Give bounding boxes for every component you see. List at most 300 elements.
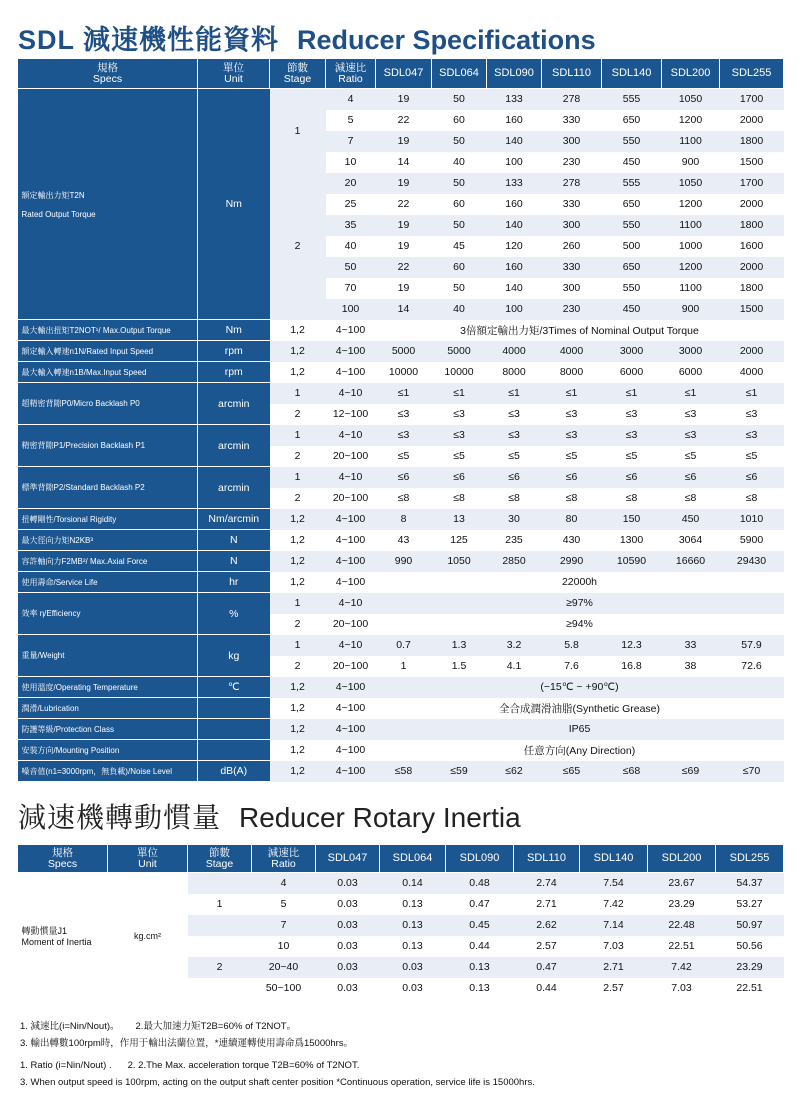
row-unit: arcmin xyxy=(198,425,270,467)
row-label: 最大徑向力矩N2KB³ xyxy=(18,530,198,551)
value-cell: 19 xyxy=(376,173,432,194)
value-cell: 19 xyxy=(376,236,432,257)
value-cell: 2.71 xyxy=(580,957,648,978)
table-row xyxy=(18,873,784,894)
stage-cell: 2 xyxy=(270,446,326,467)
ratio-cell: 4~10 xyxy=(326,425,376,446)
ratio-cell: 4~100 xyxy=(326,698,376,719)
table-row xyxy=(18,341,784,362)
value-cell: 125 xyxy=(432,530,487,551)
stage-cell xyxy=(188,873,252,894)
value-cell: ≤5 xyxy=(720,446,784,467)
value-cell: 1100 xyxy=(662,278,720,299)
hdr-model: SDL255 xyxy=(720,59,784,89)
value-cell: 2000 xyxy=(720,257,784,278)
span-value-cell: ≥94% xyxy=(376,614,784,635)
stage-cell: 1,2 xyxy=(270,698,326,719)
value-cell: 1800 xyxy=(720,131,784,152)
ratio-cell: 50 xyxy=(326,257,376,278)
row-unit: N xyxy=(198,530,270,551)
stage-cell: 1,2 xyxy=(270,761,326,782)
value-cell: 300 xyxy=(542,131,602,152)
stage-cell: 2 xyxy=(270,656,326,677)
value-cell: ≤70 xyxy=(720,761,784,782)
stage-cell xyxy=(188,978,252,999)
value-cell: ≤8 xyxy=(376,488,432,509)
value-cell: 23.29 xyxy=(716,957,784,978)
value-cell: 0.44 xyxy=(514,978,580,999)
value-cell: ≤1 xyxy=(602,383,662,404)
value-cell: ≤1 xyxy=(432,383,487,404)
value-cell: ≤8 xyxy=(542,488,602,509)
value-cell: 22.51 xyxy=(716,978,784,999)
value-cell: ≤3 xyxy=(602,425,662,446)
value-cell: 6000 xyxy=(602,362,662,383)
value-cell: 7.54 xyxy=(580,873,648,894)
value-cell: 550 xyxy=(602,131,662,152)
row-label: 容許軸向力F2MB²/ Max.Axial Force xyxy=(18,551,198,572)
ratio-cell: 7 xyxy=(252,915,316,936)
value-cell: 550 xyxy=(602,278,662,299)
ratio-cell: 20~40 xyxy=(252,957,316,978)
spec-body xyxy=(18,89,784,782)
stage-cell: 1 xyxy=(270,467,326,488)
value-cell: 3000 xyxy=(662,341,720,362)
table-row xyxy=(18,362,784,383)
value-cell: 1700 xyxy=(720,173,784,194)
stage-cell: 1 xyxy=(270,593,326,614)
table-row xyxy=(18,719,784,740)
value-cell: 650 xyxy=(602,194,662,215)
value-cell: ≤6 xyxy=(662,467,720,488)
value-cell: 1300 xyxy=(602,530,662,551)
value-cell: 100 xyxy=(487,152,542,173)
value-cell: 1800 xyxy=(720,278,784,299)
row-unit xyxy=(198,698,270,719)
hdr-model: SDL110 xyxy=(542,59,602,89)
value-cell: 22 xyxy=(376,194,432,215)
ratio-cell: 35 xyxy=(326,215,376,236)
value-cell: 160 xyxy=(487,257,542,278)
value-cell: 6000 xyxy=(662,362,720,383)
ratio-cell: 4~100 xyxy=(326,341,376,362)
note-en-1 xyxy=(20,1060,375,1071)
value-cell: ≤3 xyxy=(542,425,602,446)
value-cell: 19 xyxy=(376,215,432,236)
ratio-cell: 5 xyxy=(252,894,316,915)
value-cell: ≤5 xyxy=(432,446,487,467)
table-row xyxy=(18,572,784,593)
table-row xyxy=(18,530,784,551)
span-value-cell: 任意方向(Any Direction) xyxy=(376,740,784,761)
value-cell: 100 xyxy=(487,299,542,320)
value-cell: 5000 xyxy=(376,341,432,362)
ratio-cell: 4 xyxy=(326,89,376,110)
value-cell: ≤3 xyxy=(376,425,432,446)
stage-cell: 1 xyxy=(270,425,326,446)
hdr-stage: 節數 Stage xyxy=(270,59,326,89)
stage-cell xyxy=(188,936,252,957)
value-cell: 150 xyxy=(602,509,662,530)
ratio-cell: 4~100 xyxy=(326,530,376,551)
row-unit xyxy=(198,740,270,761)
hdr-unit: 單位 Unit xyxy=(198,59,270,89)
value-cell: 2000 xyxy=(720,194,784,215)
value-cell: 2.74 xyxy=(514,873,580,894)
value-cell: 278 xyxy=(542,89,602,110)
value-cell: 1500 xyxy=(720,152,784,173)
value-cell: ≤5 xyxy=(487,446,542,467)
value-cell: 1700 xyxy=(720,89,784,110)
stage-cell: 1,2 xyxy=(270,572,326,593)
value-cell: ≤1 xyxy=(542,383,602,404)
value-cell: 50 xyxy=(432,278,487,299)
value-cell: ≤1 xyxy=(376,383,432,404)
value-cell: 2000 xyxy=(720,341,784,362)
value-cell: 555 xyxy=(602,89,662,110)
value-cell: 22 xyxy=(376,110,432,131)
value-cell: 5.8 xyxy=(542,635,602,656)
value-cell: 160 xyxy=(487,194,542,215)
value-cell: 0.13 xyxy=(446,957,514,978)
table-row xyxy=(18,383,784,404)
value-cell: 1000 xyxy=(662,236,720,257)
inertia-table xyxy=(17,844,784,999)
value-cell: 14 xyxy=(376,152,432,173)
hdr-unit: 單位 Unit xyxy=(108,845,188,873)
value-cell: 19 xyxy=(376,89,432,110)
stage-cell: 1,2 xyxy=(270,677,326,698)
value-cell: ≤1 xyxy=(720,383,784,404)
value-cell: ≤59 xyxy=(432,761,487,782)
ratio-cell: 20 xyxy=(326,173,376,194)
value-cell: 50 xyxy=(432,131,487,152)
table-row xyxy=(18,551,784,572)
inertia-header xyxy=(18,845,784,873)
value-cell: 1100 xyxy=(662,215,720,236)
value-cell: 300 xyxy=(542,215,602,236)
value-cell: 10590 xyxy=(602,551,662,572)
note-text: 1. Ratio (i=Nin/Nout) . xyxy=(20,1060,112,1071)
value-cell: ≤6 xyxy=(542,467,602,488)
value-cell: ≤62 xyxy=(487,761,542,782)
value-cell: 0.13 xyxy=(380,915,446,936)
stage-cell: 1,2 xyxy=(270,551,326,572)
stage-cell: 1 xyxy=(270,89,326,173)
table-row xyxy=(18,89,784,110)
row-label: 扭轉剛性/Torsional Rigidity xyxy=(18,509,198,530)
ratio-cell: 20~100 xyxy=(326,656,376,677)
stage-cell xyxy=(188,915,252,936)
hdr-model: SDL110 xyxy=(514,845,580,873)
hdr-specs: 規格 Specs xyxy=(18,845,108,873)
ratio-cell: 4~100 xyxy=(326,761,376,782)
row-label: 最大輸入轉速n1B/Max.Input Speed xyxy=(18,362,198,383)
note-text: 2.最大加速力矩T2B=60% of T2NOT。 xyxy=(135,1021,297,1032)
value-cell: 1200 xyxy=(662,194,720,215)
value-cell: ≤5 xyxy=(662,446,720,467)
hdr-ratio: 減速比 Ratio xyxy=(252,845,316,873)
value-cell: 16660 xyxy=(662,551,720,572)
ratio-cell: 25 xyxy=(326,194,376,215)
ratio-cell: 12~100 xyxy=(326,404,376,425)
table-row xyxy=(18,467,784,488)
hdr-model: SDL090 xyxy=(446,845,514,873)
value-cell: 10000 xyxy=(432,362,487,383)
value-cell: 38 xyxy=(662,656,720,677)
value-cell: 650 xyxy=(602,110,662,131)
value-cell: 1100 xyxy=(662,131,720,152)
hdr-model: SDL255 xyxy=(716,845,784,873)
value-cell: 8000 xyxy=(542,362,602,383)
stage-cell: 1 xyxy=(270,383,326,404)
inertia-body xyxy=(18,873,784,999)
value-cell: 22.48 xyxy=(648,915,716,936)
value-cell: ≤3 xyxy=(662,404,720,425)
row-label: 重量/Weight xyxy=(18,635,198,677)
stage-cell: 2 xyxy=(270,614,326,635)
row-label: 使用壽命/Service Life xyxy=(18,572,198,593)
value-cell: 650 xyxy=(602,257,662,278)
ratio-cell: 20~100 xyxy=(326,488,376,509)
value-cell: ≤5 xyxy=(602,446,662,467)
note-text: 1. 減速比(i=Nin/Nout)。 xyxy=(20,1021,120,1032)
inertia-title xyxy=(18,796,521,836)
ratio-cell: 4 xyxy=(252,873,316,894)
row-label: 額定輸出力矩T2N Rated Output Torque xyxy=(18,89,198,320)
value-cell: 0.03 xyxy=(316,957,380,978)
value-cell: 1200 xyxy=(662,257,720,278)
title-en: Reducer Specifications xyxy=(297,25,596,55)
hdr-model: SDL140 xyxy=(602,59,662,89)
value-cell: 23.29 xyxy=(648,894,716,915)
value-cell: 43 xyxy=(376,530,432,551)
value-cell: 260 xyxy=(542,236,602,257)
note-zh-1 xyxy=(20,1018,312,1032)
ratio-cell: 4~10 xyxy=(326,593,376,614)
value-cell: 1.5 xyxy=(432,656,487,677)
value-cell: 500 xyxy=(602,236,662,257)
value-cell: ≤1 xyxy=(487,383,542,404)
hdr-model: SDL090 xyxy=(487,59,542,89)
value-cell: 50 xyxy=(432,173,487,194)
hdr-stage: 節數 Stage xyxy=(188,845,252,873)
row-label: 效率 η/Efficiency xyxy=(18,593,198,635)
hdr-model: SDL047 xyxy=(316,845,380,873)
value-cell: 8 xyxy=(376,509,432,530)
value-cell: ≤3 xyxy=(376,404,432,425)
value-cell: 3.2 xyxy=(487,635,542,656)
value-cell: 1010 xyxy=(720,509,784,530)
row-unit: arcmin xyxy=(198,383,270,425)
value-cell: 1600 xyxy=(720,236,784,257)
value-cell: 2990 xyxy=(542,551,602,572)
value-cell: 8000 xyxy=(487,362,542,383)
stage-cell: 2 xyxy=(270,488,326,509)
spec-header xyxy=(18,59,784,89)
stage-cell: 1,2 xyxy=(270,362,326,383)
value-cell: ≤58 xyxy=(376,761,432,782)
table-row xyxy=(18,593,784,614)
value-cell: 230 xyxy=(542,152,602,173)
value-cell: 550 xyxy=(602,215,662,236)
value-cell: 4.1 xyxy=(487,656,542,677)
value-cell: 7.42 xyxy=(580,894,648,915)
stage-cell: 1,2 xyxy=(270,341,326,362)
value-cell: 22.51 xyxy=(648,936,716,957)
value-cell: ≤8 xyxy=(720,488,784,509)
value-cell: 3000 xyxy=(602,341,662,362)
value-cell: ≤5 xyxy=(376,446,432,467)
row-label: 標準背隙P2/Standard Backlash P2 xyxy=(18,467,198,509)
span-value-cell: (−15℃ ~ +90℃) xyxy=(376,677,784,698)
value-cell: 450 xyxy=(602,152,662,173)
value-cell: 133 xyxy=(487,89,542,110)
value-cell: 330 xyxy=(542,194,602,215)
value-cell: 0.47 xyxy=(446,894,514,915)
value-cell: 1050 xyxy=(432,551,487,572)
row-unit: ℃ xyxy=(198,677,270,698)
value-cell: 2.71 xyxy=(514,894,580,915)
value-cell: 45 xyxy=(432,236,487,257)
value-cell: 0.14 xyxy=(380,873,446,894)
value-cell: 330 xyxy=(542,110,602,131)
value-cell: 23.67 xyxy=(648,873,716,894)
table-row xyxy=(18,509,784,530)
value-cell: 5000 xyxy=(432,341,487,362)
value-cell: ≤5 xyxy=(542,446,602,467)
value-cell: 4000 xyxy=(720,362,784,383)
hdr-model: SDL140 xyxy=(580,845,648,873)
value-cell: 900 xyxy=(662,299,720,320)
stage-cell: 1 xyxy=(270,635,326,656)
hdr-model: SDL064 xyxy=(432,59,487,89)
value-cell: 5900 xyxy=(720,530,784,551)
ratio-cell: 4~10 xyxy=(326,383,376,404)
value-cell: 16.8 xyxy=(602,656,662,677)
value-cell: 1200 xyxy=(662,110,720,131)
row-unit: % xyxy=(198,593,270,635)
ratio-cell: 10 xyxy=(252,936,316,957)
value-cell: 0.44 xyxy=(446,936,514,957)
row-unit: rpm xyxy=(198,362,270,383)
value-cell: 900 xyxy=(662,152,720,173)
ratio-cell: 4~100 xyxy=(326,572,376,593)
value-cell: ≤68 xyxy=(602,761,662,782)
value-cell: ≤6 xyxy=(432,467,487,488)
value-cell: ≤8 xyxy=(432,488,487,509)
value-cell: 235 xyxy=(487,530,542,551)
value-cell: 14 xyxy=(376,299,432,320)
row-unit xyxy=(198,719,270,740)
ratio-cell: 10 xyxy=(326,152,376,173)
value-cell: 54.37 xyxy=(716,873,784,894)
row-label: 額定輸入轉速n1N/Rated Input Speed xyxy=(18,341,198,362)
stage-cell: 1 xyxy=(188,894,252,915)
value-cell: 0.03 xyxy=(316,894,380,915)
value-cell: 12.3 xyxy=(602,635,662,656)
title-zh: SDL 減速機性能資料 xyxy=(18,25,280,55)
value-cell: 450 xyxy=(602,299,662,320)
value-cell: 1800 xyxy=(720,215,784,236)
row-label: 使用溫度/Operating Temperature xyxy=(18,677,198,698)
table-row xyxy=(18,320,784,341)
ratio-cell: 100 xyxy=(326,299,376,320)
value-cell: 990 xyxy=(376,551,432,572)
value-cell: 50.97 xyxy=(716,915,784,936)
value-cell: ≤6 xyxy=(376,467,432,488)
value-cell: 60 xyxy=(432,110,487,131)
row-unit: Nm/arcmin xyxy=(198,509,270,530)
stage-cell: 1,2 xyxy=(270,320,326,341)
span-value-cell: 全合成潤滑油脂(Synthetic Grease) xyxy=(376,698,784,719)
ratio-cell: 4~100 xyxy=(326,719,376,740)
value-cell: 0.03 xyxy=(380,978,446,999)
table-row xyxy=(18,740,784,761)
value-cell: ≤8 xyxy=(662,488,720,509)
stage-cell: 1,2 xyxy=(270,530,326,551)
value-cell: ≤3 xyxy=(487,425,542,446)
value-cell: 2850 xyxy=(487,551,542,572)
row-unit: Nm xyxy=(198,320,270,341)
row-label: 安裝方向/Mounting Position xyxy=(18,740,198,761)
value-cell: 7.03 xyxy=(648,978,716,999)
value-cell: 450 xyxy=(662,509,720,530)
row-label: 最大輸出扭矩T2NOT¹/ Max.Output Torque xyxy=(18,320,198,341)
ratio-cell: 4~100 xyxy=(326,551,376,572)
hdr-model: SDL200 xyxy=(662,59,720,89)
spec-table xyxy=(17,58,784,782)
row-unit: hr xyxy=(198,572,270,593)
value-cell: 0.47 xyxy=(514,957,580,978)
value-cell: ≤3 xyxy=(432,404,487,425)
note-text: 2. 2.The Max. acceleration torque T2B=60% of T2NOT. xyxy=(127,1060,360,1071)
value-cell: 278 xyxy=(542,173,602,194)
value-cell: 7.03 xyxy=(580,936,648,957)
ratio-cell: 40 xyxy=(326,236,376,257)
value-cell: 13 xyxy=(432,509,487,530)
row-unit: arcmin xyxy=(198,467,270,509)
hdr-model: SDL200 xyxy=(648,845,716,873)
value-cell: 50 xyxy=(432,89,487,110)
value-cell: 0.03 xyxy=(380,957,446,978)
value-cell: ≤6 xyxy=(720,467,784,488)
stage-cell: 1,2 xyxy=(270,719,326,740)
value-cell: 0.03 xyxy=(316,915,380,936)
ratio-cell: 20~100 xyxy=(326,446,376,467)
title2-zh: 減速機轉動慣量 xyxy=(18,802,222,833)
table-row xyxy=(18,425,784,446)
ratio-cell: 4~100 xyxy=(326,362,376,383)
value-cell: 1 xyxy=(376,656,432,677)
value-cell: 555 xyxy=(602,173,662,194)
value-cell: 7.14 xyxy=(580,915,648,936)
value-cell: 19 xyxy=(376,131,432,152)
title2-en: Reducer Rotary Inertia xyxy=(239,802,521,833)
value-cell: 230 xyxy=(542,299,602,320)
value-cell: 19 xyxy=(376,278,432,299)
ratio-cell: 4~100 xyxy=(326,320,376,341)
hdr-specs: 規格 Specs xyxy=(18,59,198,89)
value-cell: 80 xyxy=(542,509,602,530)
hdr-ratio: 減速比 Ratio xyxy=(326,59,376,89)
value-cell: 430 xyxy=(542,530,602,551)
note-en-2: 3. When output speed is 100rpm, acting on the output shaft center position *Continuous operation, service life is 15000hrs. xyxy=(20,1077,535,1088)
row-label: 噪音值(n1=3000rpm，無負載)/Noise Level xyxy=(18,761,198,782)
value-cell: 1.3 xyxy=(432,635,487,656)
span-value-cell: IP65 xyxy=(376,719,784,740)
value-cell: 0.13 xyxy=(446,978,514,999)
